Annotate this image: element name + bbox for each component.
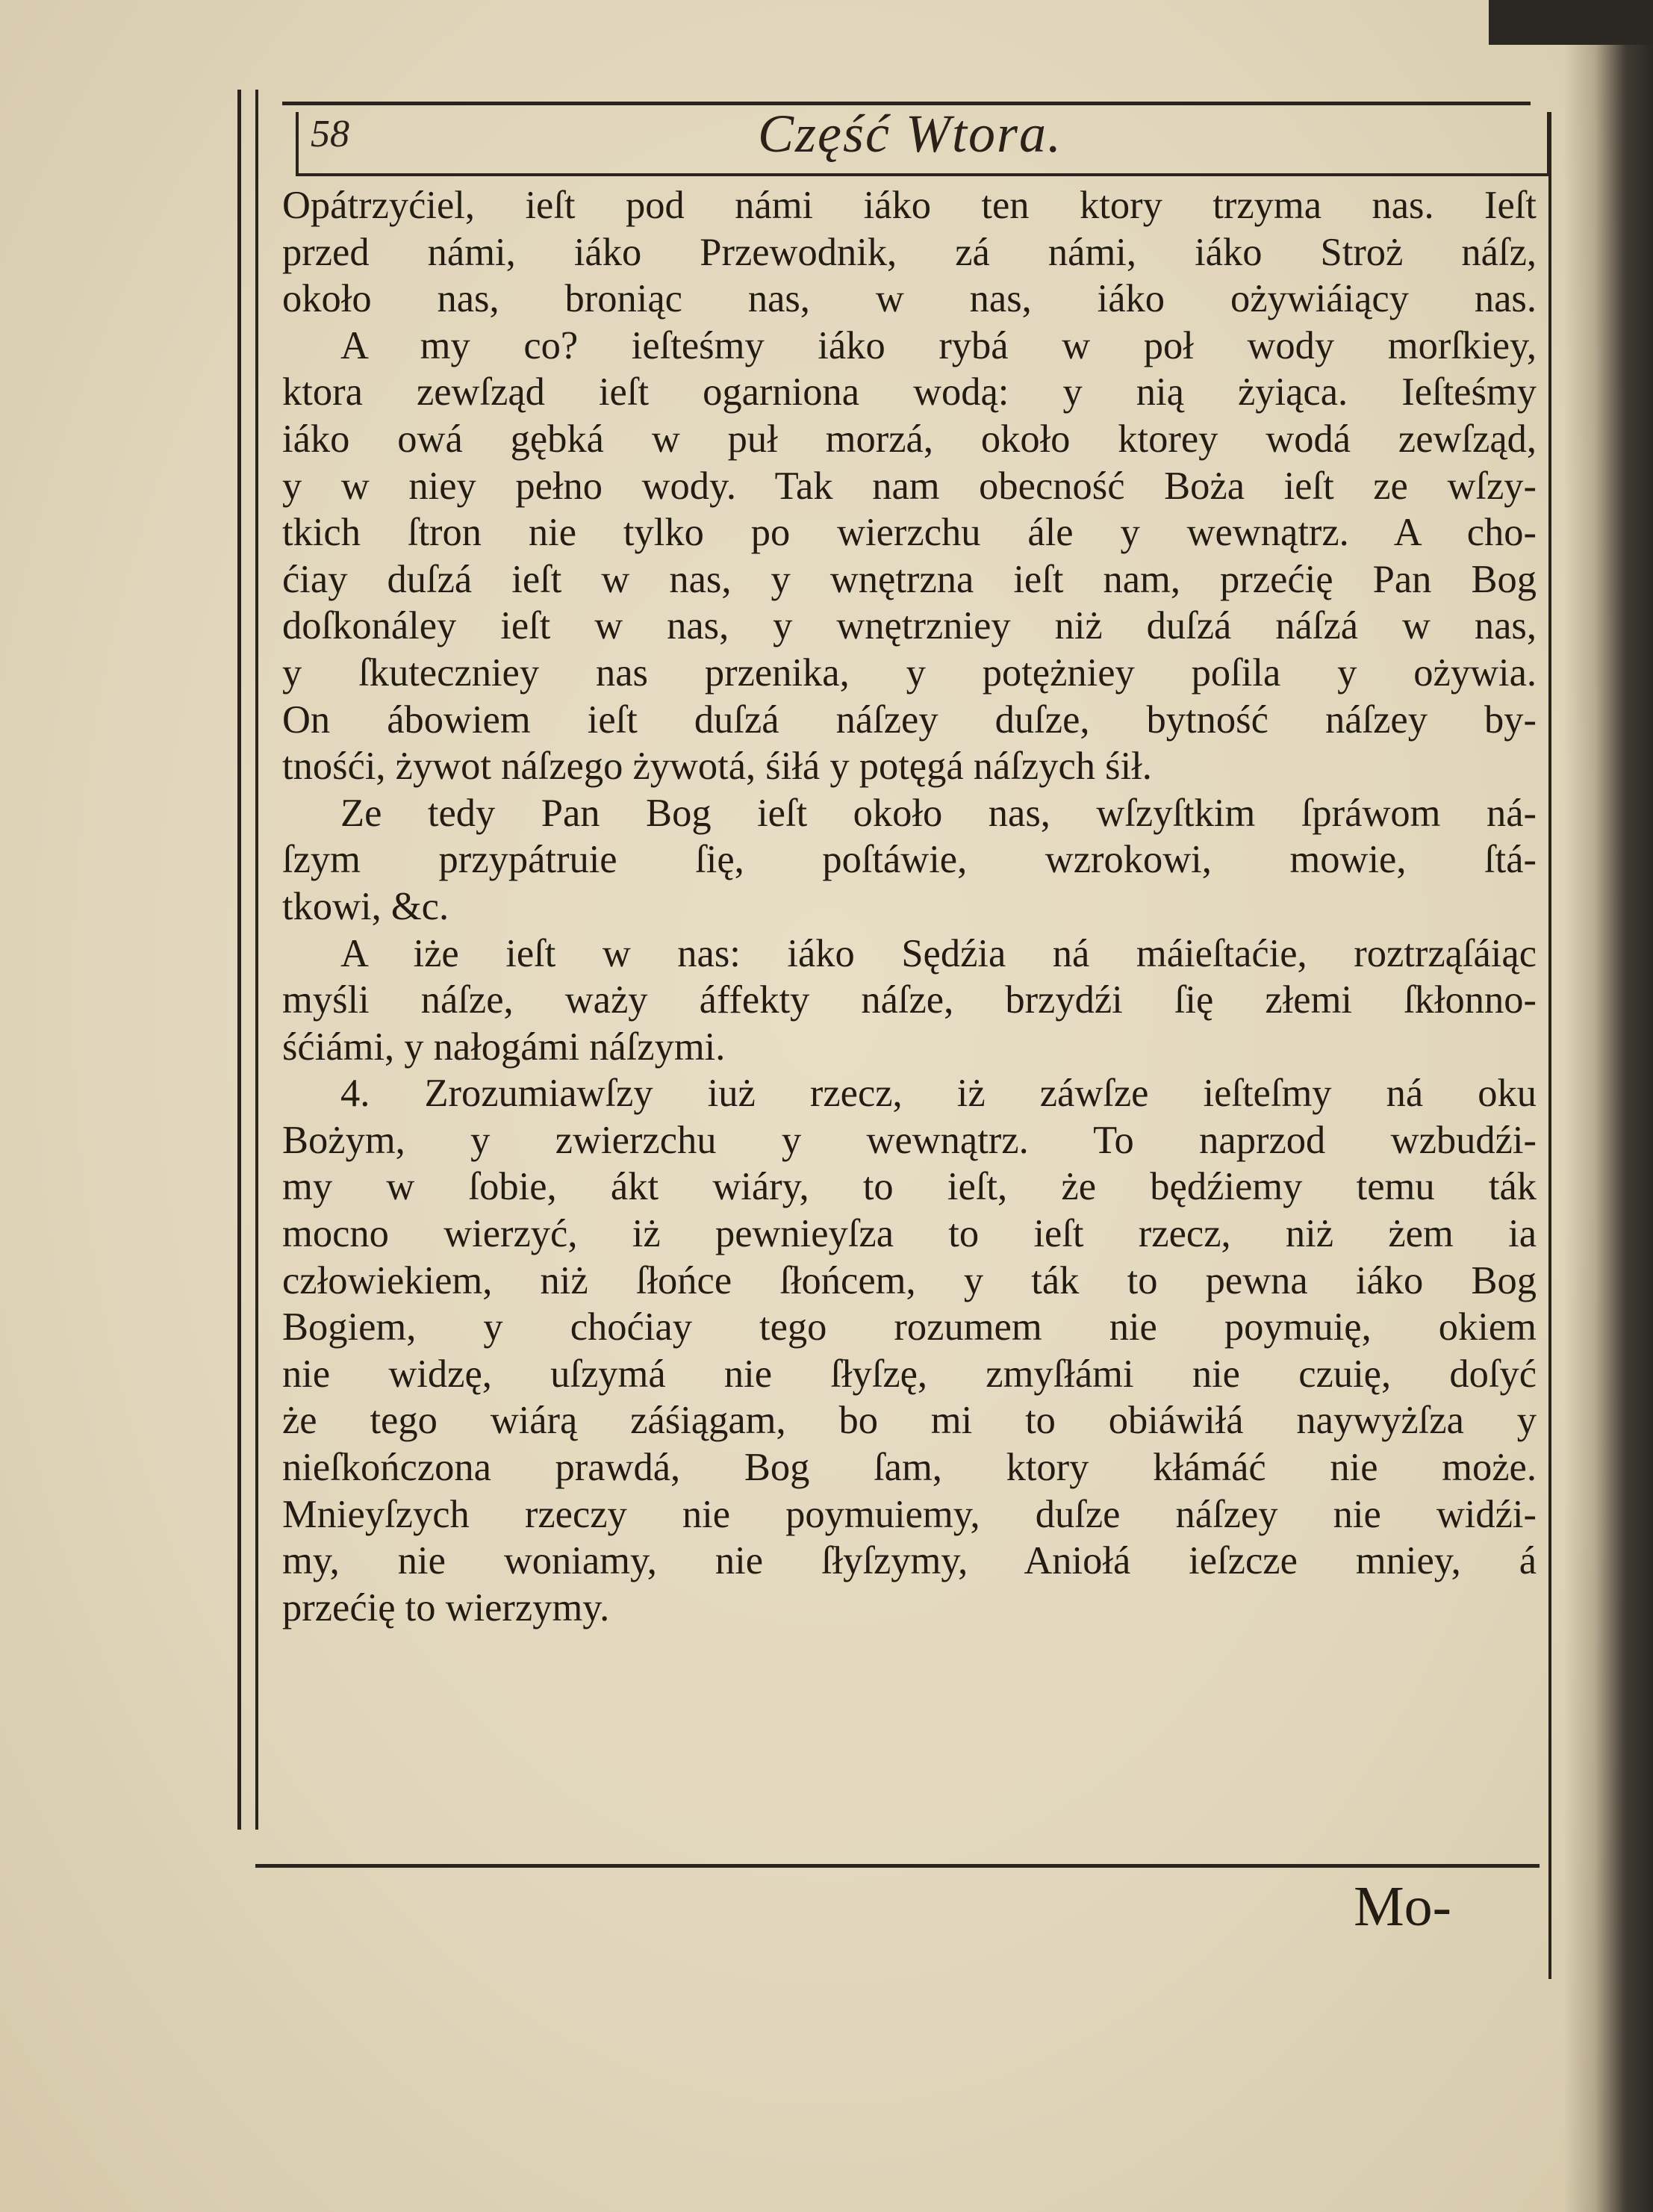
text-line: przed námi, iáko Przewodnik, zá námi, iáko Stroż náſz, xyxy=(282,230,1537,274)
text-line: 4. Zrozumiawſzy iuż rzecz, iż záwſze ieſteſmy ná oku xyxy=(340,1072,1537,1116)
text-line: Bogiem, y choćiay tego rozumem nie poymuię, okiem xyxy=(282,1305,1537,1349)
text-line: przećię to wierzymy. xyxy=(282,1585,610,1630)
header-rule-bottom xyxy=(296,173,1550,176)
text-line: mocno wierzyć, iż pewnieyſza to ieſt rzecz, niż żem ia xyxy=(282,1212,1537,1256)
text-line: Ze tedy Pan Bog ieſt około nas, wſzyſtkim ſpráwom ná- xyxy=(340,791,1537,835)
text-line: my, nie woniamy, nie ſłyſzymy, Aniołá ieſzcze mniey, á xyxy=(282,1539,1537,1583)
text-line: y ſkuteczniey nas przenika, y potężniey poſila y ożywia. xyxy=(282,650,1537,695)
text-line: doſkonáley ieſt w nas, y wnętrzniey niż duſzá náſzá w nas, xyxy=(282,604,1537,648)
page-gutter-shadow xyxy=(1563,0,1653,2212)
text-line: człowiekiem, niż ſłońce ſłońcem, y ták to pewna iáko Bog xyxy=(282,1258,1537,1302)
text-line: myśli náſze, waży áffekty náſze, brzydźi ſię złemi ſkłonno- xyxy=(282,978,1537,1022)
header-rule-left xyxy=(296,112,299,176)
text-line: około nas, broniąc nas, w nas, iáko ożywiáiący nas. xyxy=(282,277,1537,321)
text-line: my w ſobie, ákt wiáry, to ieſt, że będźiemy temu ták xyxy=(282,1165,1537,1209)
text-line: Bożym, y zwierzchu y wewnątrz. To naprzod wzbudźi- xyxy=(282,1118,1537,1162)
text-line: tkowi, &c. xyxy=(282,884,449,928)
page-corner-shadow xyxy=(1489,0,1653,45)
body-text xyxy=(282,182,1537,1631)
text-line: A iże ieſt w nas: iáko Sędźia ná máieſtaćie, roztrząſáiąc xyxy=(340,931,1537,975)
frame-rule-right xyxy=(1548,112,1551,1979)
text-line: y w niey pełno wody. Tak nam obecność Boża ieſt ze wſzy- xyxy=(282,464,1537,508)
page-number: 58 xyxy=(311,113,349,155)
running-head: Część Wtora. xyxy=(758,104,1062,164)
text-line: A my co? ieſteśmy iáko rybá w poł wody morſkiey, xyxy=(340,323,1537,367)
text-line: Mnieyſzych rzeczy nie poymuiemy, duſze náſzey nie widźi- xyxy=(282,1492,1537,1536)
text-line: Opátrzyćiel, ieſt pod námi iáko ten ktory trzyma nas. Ieſt xyxy=(282,184,1537,227)
text-line: nieſkończona prawdá, Bog ſam, ktory kłámáć nie może. xyxy=(282,1446,1537,1490)
catchword: Mo- xyxy=(1354,1875,1451,1938)
text-line: iáko owá gębká w puł morzá, około ktorey wodá zewſząd, xyxy=(282,417,1537,461)
text-line: ſzym przypátruie ſię, poſtáwie, wzrokowi, mowie, ſtá- xyxy=(282,838,1537,882)
text-line: On ábowiem ieſt duſzá náſzey duſze, bytność náſzey by- xyxy=(282,698,1537,742)
text-line: tkich ſtron nie tylko po wierzchu ále y wewnątrz. A cho- xyxy=(282,511,1537,555)
text-line: że tego wiárą záśiągam, bo mi to obiáwiłá naywyżſza y xyxy=(282,1399,1537,1443)
text-line: nie widzę, uſzymá nie ſłyſzę, zmyſłámi nie czuię, doſyć xyxy=(282,1352,1537,1396)
frame-rule-left-outer xyxy=(237,90,241,1830)
text-line: ktora zewſząd ieſt ogarniona wodą: y nią żyiąca. Ieſteśmy xyxy=(282,370,1537,414)
text-line: śćiámi, y nałogámi náſzymi. xyxy=(282,1025,726,1069)
text-line: ćiay duſzá ieſt w nas, y wnętrzna ieſt nam, przećię Pan Bog xyxy=(282,557,1537,601)
text-line: tnośći, żywot náſzego żywotá, śiłá y potęgá náſzych śił. xyxy=(282,745,1152,789)
frame-rule-bottom xyxy=(255,1864,1540,1868)
frame-rule-left-inner xyxy=(255,90,258,1830)
